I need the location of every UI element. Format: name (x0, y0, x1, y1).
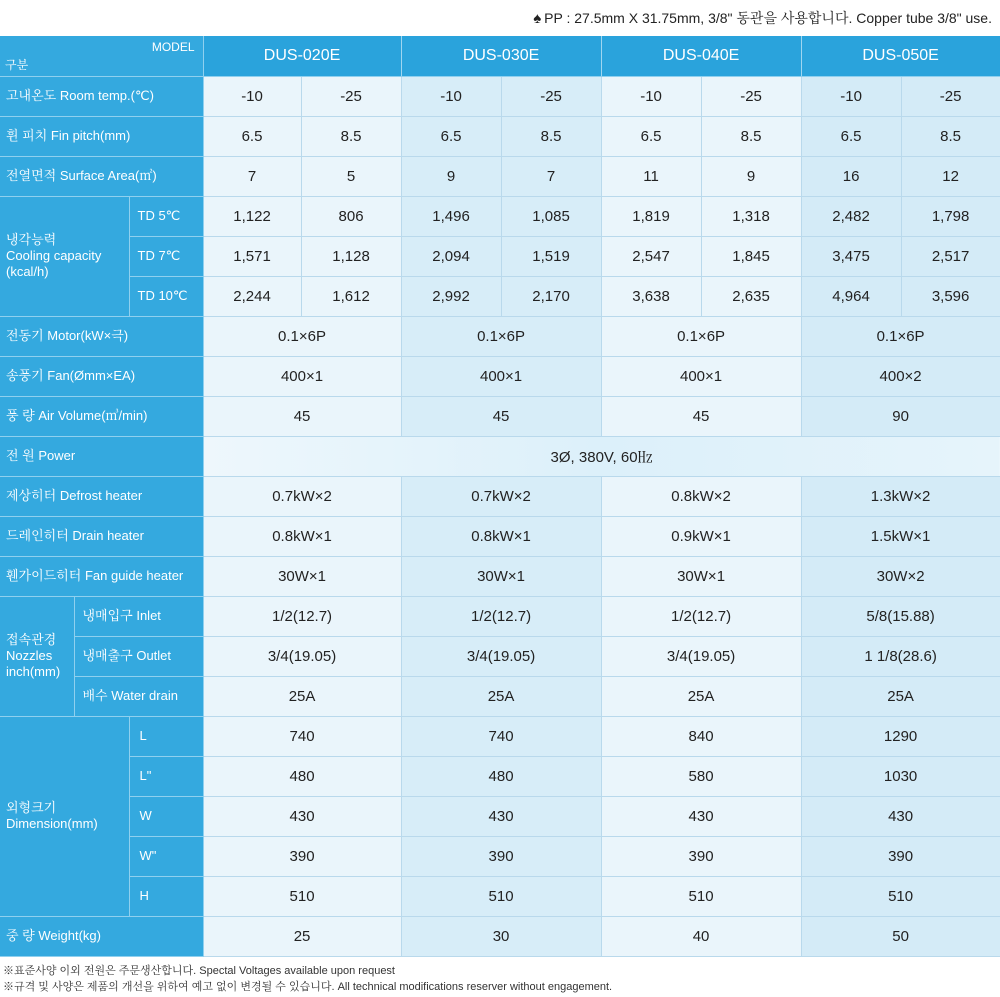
value-cell: 390 (801, 836, 1000, 876)
fan-guide-heater-label: 휀가이드히터 Fan guide heater (0, 556, 203, 596)
value-cell: 1/2(12.7) (601, 596, 801, 636)
header-row (0, 36, 1000, 76)
row-dimension-h (0, 876, 1000, 916)
value-cell: 30W×1 (203, 556, 401, 596)
value-cell: 2,244 (203, 276, 301, 316)
value-cell: 7 (203, 156, 301, 196)
category-label: 구분 (5, 57, 29, 72)
room-temp-label: 고내온도 Room temp.(℃) (0, 76, 203, 116)
spade-icon: ♠ (533, 10, 542, 27)
value-cell: 8.5 (301, 116, 401, 156)
cooling-capacity-label-line: 냉각능력 (6, 232, 57, 247)
value-cell: 2,170 (501, 276, 601, 316)
value-cell: 9 (701, 156, 801, 196)
value-cell: 3/4(19.05) (401, 636, 601, 676)
row-dimension-w2 (0, 836, 1000, 876)
row-room-temp (0, 76, 1000, 116)
value-cell: 25A (401, 676, 601, 716)
footnote-1: ※표준사양 이외 전원은 주문생산합니다. Spectal Voltages available upon request (3, 965, 395, 977)
value-cell: 50 (801, 916, 1000, 956)
dimension-h-label: H (129, 876, 203, 916)
value-cell: 6.5 (401, 116, 501, 156)
dimension-label-line: Dimension(mm) (6, 816, 98, 831)
top-note (533, 8, 992, 28)
value-cell: 3,596 (901, 276, 1000, 316)
dimension-w-label: W (129, 796, 203, 836)
nozzles-label-line: 접속관경 (6, 632, 57, 647)
value-cell: 400×1 (203, 356, 401, 396)
value-cell: 25 (203, 916, 401, 956)
value-cell: 90 (801, 396, 1000, 436)
row-nozzle-water-drain (0, 676, 1000, 716)
value-cell: 430 (601, 796, 801, 836)
value-cell: 510 (801, 876, 1000, 916)
nozzle-outlet-label: 냉매출구 Outlet (74, 636, 203, 676)
value-cell: -10 (401, 76, 501, 116)
value-cell: 30W×2 (801, 556, 1000, 596)
value-cell: 3,475 (801, 236, 901, 276)
row-air-volume (0, 396, 1000, 436)
value-cell: 0.9kW×1 (601, 516, 801, 556)
value-cell: 1,128 (301, 236, 401, 276)
value-cell: 30W×1 (401, 556, 601, 596)
defrost-heater-label: 제상히터 Defrost heater (0, 476, 203, 516)
power-label: 전 원 Power (0, 436, 203, 476)
value-cell: 2,517 (901, 236, 1000, 276)
value-cell: -25 (901, 76, 1000, 116)
value-cell: 0.8kW×1 (203, 516, 401, 556)
value-cell: 1,085 (501, 196, 601, 236)
weight-label: 중 량 Weight(kg) (0, 916, 203, 956)
value-cell: 1,122 (203, 196, 301, 236)
row-nozzle-inlet (0, 596, 1000, 636)
value-cell: 510 (601, 876, 801, 916)
row-dimension-w (0, 796, 1000, 836)
row-nozzle-outlet (0, 636, 1000, 676)
value-cell: 6.5 (203, 116, 301, 156)
header-corner (0, 36, 203, 76)
model-dus-050e: DUS-050E (801, 36, 1000, 76)
nozzles-label-line: Nozzles (6, 648, 53, 663)
cooling-td10-label: TD 10℃ (129, 276, 203, 316)
value-cell: -25 (301, 76, 401, 116)
value-cell: 9 (401, 156, 501, 196)
value-cell: 5 (301, 156, 401, 196)
value-cell: -10 (801, 76, 901, 116)
value-cell: -10 (601, 76, 701, 116)
value-cell: 1,519 (501, 236, 601, 276)
motor-label: 전동기 Motor(kW×극) (0, 316, 203, 356)
value-cell: 7 (501, 156, 601, 196)
value-cell: 2,547 (601, 236, 701, 276)
drain-heater-label: 드레인히터 Drain heater (0, 516, 203, 556)
value-cell: 840 (601, 716, 801, 756)
footnote-2: ※규격 및 사양은 제품의 개선을 위하여 예고 없이 변경될 수 있습니다. All technical modifications reserver without engagement. (3, 981, 613, 993)
model-dus-020e: DUS-020E (203, 36, 401, 76)
value-cell: 40 (601, 916, 801, 956)
value-cell: 2,094 (401, 236, 501, 276)
value-cell: 806 (301, 196, 401, 236)
row-surface-area (0, 156, 1000, 196)
model-dus-040e: DUS-040E (601, 36, 801, 76)
nozzle-water-drain-label: 배수 Water drain (74, 676, 203, 716)
value-cell: 1,798 (901, 196, 1000, 236)
row-fin-pitch (0, 116, 1000, 156)
value-cell: 8.5 (501, 116, 601, 156)
value-cell: 12 (901, 156, 1000, 196)
value-cell: 1 1/8(28.6) (801, 636, 1000, 676)
row-power (0, 436, 1000, 476)
value-cell: 1030 (801, 756, 1000, 796)
value-cell: 400×1 (401, 356, 601, 396)
nozzle-inlet-label: 냉매입구 Inlet (74, 596, 203, 636)
value-cell: 8.5 (901, 116, 1000, 156)
value-cell: 30W×1 (601, 556, 801, 596)
power-value: 3Ø, 380V, 60㎐ (203, 436, 1000, 476)
air-volume-label: 풍 량 Air Volume(㎥/min) (0, 396, 203, 436)
value-cell: 3,638 (601, 276, 701, 316)
spec-table (0, 36, 1000, 957)
value-cell: 390 (601, 836, 801, 876)
dimension-label-line: 외형크기 (6, 800, 57, 815)
fan-label: 송풍기 Fan(Ømm×EA) (0, 356, 203, 396)
nozzles-label (0, 596, 74, 716)
value-cell: 430 (203, 796, 401, 836)
value-cell: -25 (701, 76, 801, 116)
value-cell: 1/2(12.7) (401, 596, 601, 636)
value-cell: 510 (203, 876, 401, 916)
value-cell: 1290 (801, 716, 1000, 756)
cooling-td7-label: TD 7℃ (129, 236, 203, 276)
value-cell: 740 (203, 716, 401, 756)
row-cooling-td5 (0, 196, 1000, 236)
model-label: MODEL (151, 40, 195, 54)
value-cell: 430 (801, 796, 1000, 836)
value-cell: 1,496 (401, 196, 501, 236)
value-cell: 400×1 (601, 356, 801, 396)
value-cell: 25A (801, 676, 1000, 716)
value-cell: 25A (203, 676, 401, 716)
cooling-td5-label: TD 5℃ (129, 196, 203, 236)
nozzles-label-line: inch(mm) (6, 664, 61, 679)
value-cell: 0.1×6P (203, 316, 401, 356)
value-cell: 1,819 (601, 196, 701, 236)
value-cell: 16 (801, 156, 901, 196)
value-cell: 5/8(15.88) (801, 596, 1000, 636)
value-cell: 11 (601, 156, 701, 196)
model-dus-030e: DUS-030E (401, 36, 601, 76)
value-cell: 3/4(19.05) (203, 636, 401, 676)
value-cell: 6.5 (601, 116, 701, 156)
row-fan (0, 356, 1000, 396)
row-motor (0, 316, 1000, 356)
value-cell: 0.7kW×2 (203, 476, 401, 516)
value-cell: 1.5kW×1 (801, 516, 1000, 556)
value-cell: 430 (401, 796, 601, 836)
row-weight (0, 916, 1000, 956)
value-cell: 8.5 (701, 116, 801, 156)
dimension-l-label: L (129, 716, 203, 756)
dimension-l2-label: L" (129, 756, 203, 796)
value-cell: 0.7kW×2 (401, 476, 601, 516)
value-cell: 0.1×6P (601, 316, 801, 356)
value-cell: 2,635 (701, 276, 801, 316)
row-defrost-heater (0, 476, 1000, 516)
value-cell: 1/2(12.7) (203, 596, 401, 636)
row-drain-heater (0, 516, 1000, 556)
row-fan-guide-heater (0, 556, 1000, 596)
dimension-w2-label: W" (129, 836, 203, 876)
fin-pitch-label: 휜 피치 Fin pitch(mm) (0, 116, 203, 156)
value-cell: 45 (401, 396, 601, 436)
value-cell: 480 (401, 756, 601, 796)
value-cell: 580 (601, 756, 801, 796)
value-cell: 6.5 (801, 116, 901, 156)
value-cell: 0.8kW×2 (601, 476, 801, 516)
value-cell: 510 (401, 876, 601, 916)
row-cooling-td7 (0, 236, 1000, 276)
value-cell: 2,992 (401, 276, 501, 316)
value-cell: 4,964 (801, 276, 901, 316)
value-cell: 45 (601, 396, 801, 436)
top-note-text: PP : 27.5mm X 31.75mm, 3/8" 동관을 사용합니다. Copper tube 3/8" use. (544, 10, 992, 26)
value-cell: 2,482 (801, 196, 901, 236)
value-cell: 1,571 (203, 236, 301, 276)
value-cell: 0.8kW×1 (401, 516, 601, 556)
value-cell: 1.3kW×2 (801, 476, 1000, 516)
value-cell: 45 (203, 396, 401, 436)
dimension-label (0, 716, 129, 916)
value-cell: 25A (601, 676, 801, 716)
value-cell: 390 (401, 836, 601, 876)
row-dimension-l2 (0, 756, 1000, 796)
value-cell: 0.1×6P (801, 316, 1000, 356)
value-cell: 400×2 (801, 356, 1000, 396)
value-cell: 740 (401, 716, 601, 756)
row-dimension-l (0, 716, 1000, 756)
cooling-capacity-label (0, 196, 129, 316)
row-cooling-td10 (0, 276, 1000, 316)
cooling-capacity-label-line: Cooling capacity (6, 248, 102, 263)
value-cell: -25 (501, 76, 601, 116)
value-cell: -10 (203, 76, 301, 116)
value-cell: 1,845 (701, 236, 801, 276)
value-cell: 30 (401, 916, 601, 956)
value-cell: 3/4(19.05) (601, 636, 801, 676)
value-cell: 390 (203, 836, 401, 876)
cooling-capacity-label-line: (kcal/h) (6, 264, 49, 279)
value-cell: 0.1×6P (401, 316, 601, 356)
value-cell: 1,318 (701, 196, 801, 236)
value-cell: 480 (203, 756, 401, 796)
surface-area-label: 전열면적 Surface Area(㎡) (0, 156, 203, 196)
value-cell: 1,612 (301, 276, 401, 316)
